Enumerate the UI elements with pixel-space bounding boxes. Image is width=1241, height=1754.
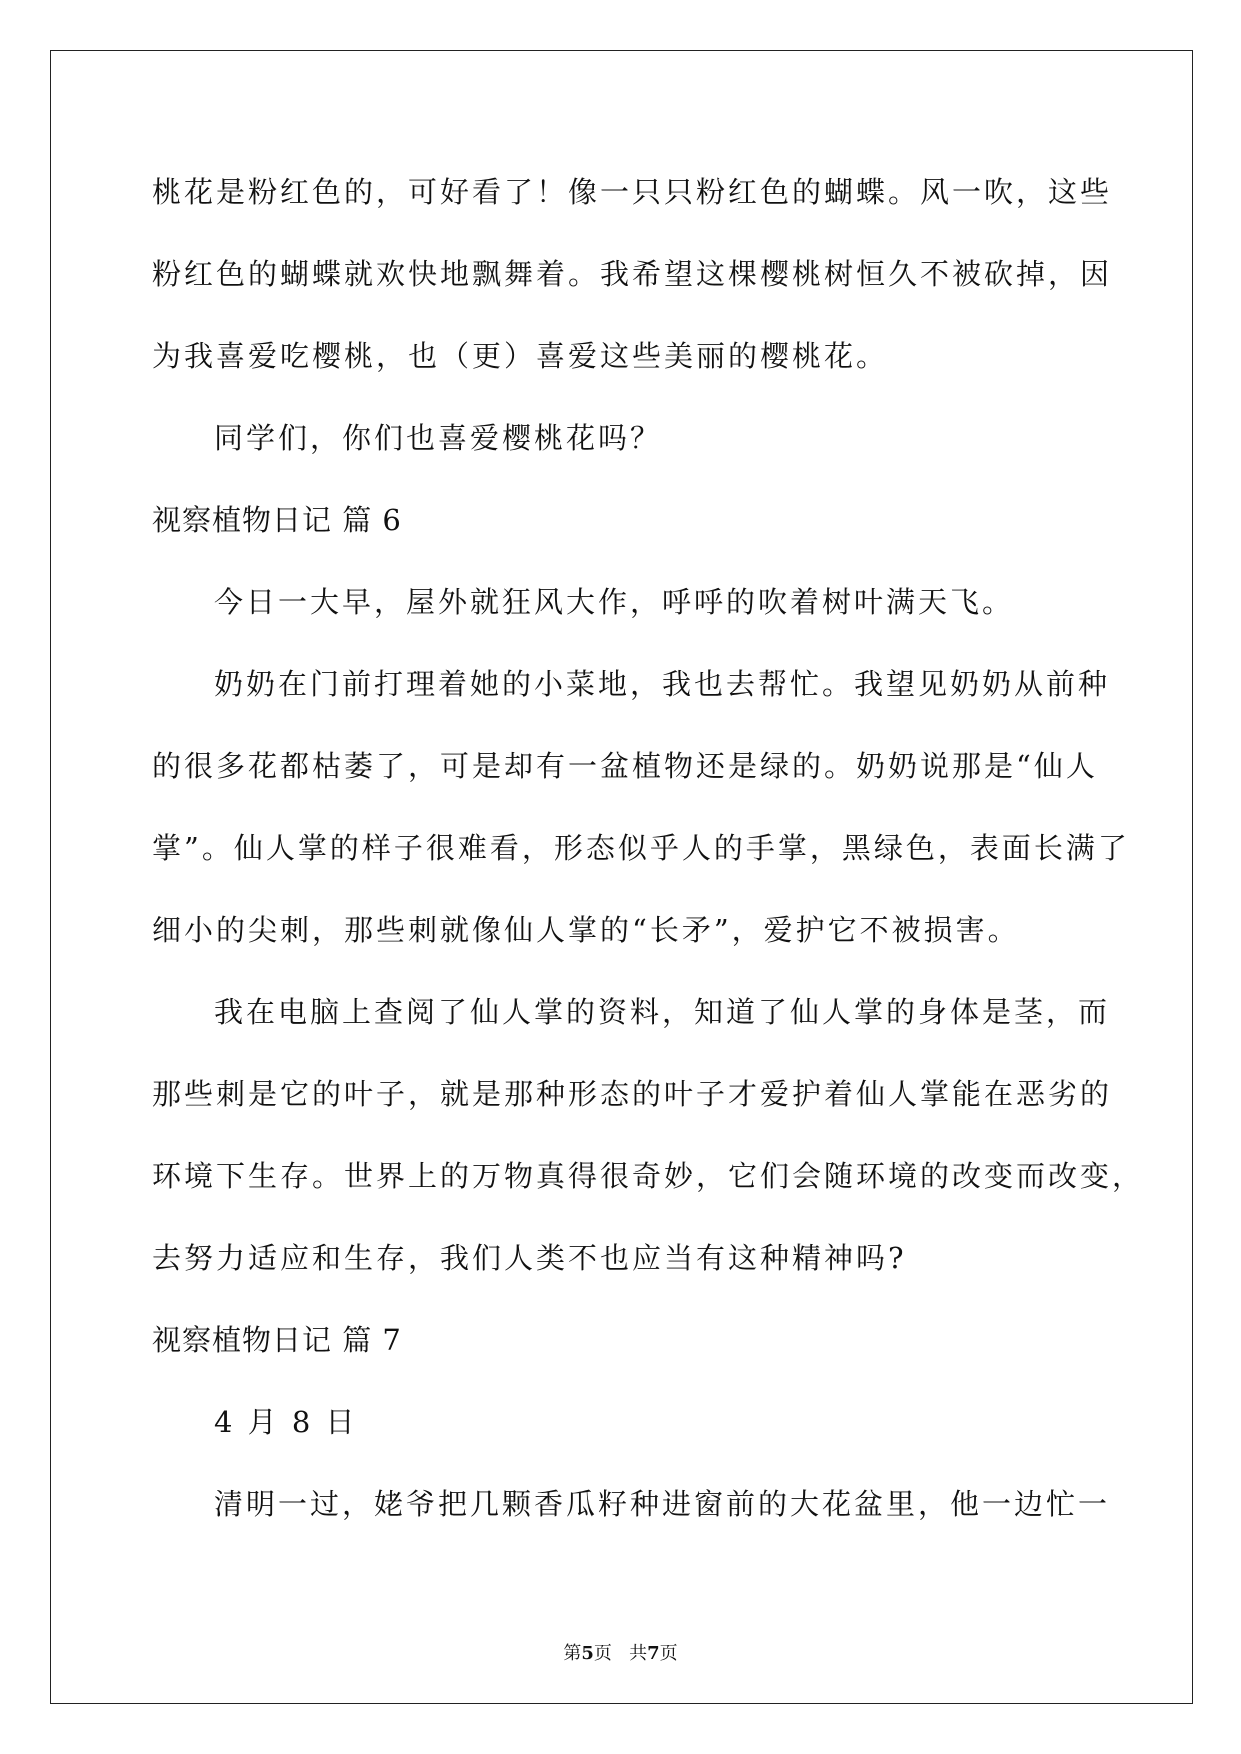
paragraph-line: 清明一过，姥爷把几颗香瓜籽种进窗前的大花盆里，他一边忙一 [214,1487,1111,1521]
date-line: 4 月 8 日 [214,1405,358,1439]
paragraph-line: 今日一大早，屋外就狂风大作，呼呼的吹着树叶满天飞。 [214,585,1015,619]
paragraph-line: 粉红色的蝴蝶就欢快地飘舞着。我希望这棵樱桃树恒久不被砍掉，因 [152,257,1113,291]
paragraph-line: 的很多花都枯萎了，可是却有一盆植物还是绿的。奶奶说那是“仙人 [152,749,1098,783]
page-footer [0,1642,1241,1666]
paragraph-line: 去努力适应和生存，我们人类不也应当有这种精神吗? [152,1241,907,1275]
paragraph-line: 奶奶在门前打理着她的小菜地，我也去帮忙。我望见奶奶从前种 [214,667,1111,701]
paragraph-line: 细小的尖刺，那些刺就像仙人掌的“长矛”，爱护它不被损害。 [152,913,1020,947]
paragraph-line: 为我喜爱吃樱桃，也（更）喜爱这些美丽的樱桃花。 [152,339,889,373]
section-heading: 视察植物日记 篇 7 [152,1323,402,1357]
paragraph-line: 掌”。仙人掌的样子很难看，形态似乎人的手掌，黑绿色，表面长满了 [152,831,1130,865]
paragraph-line: 环境下生存。世界上的万物真得很奇妙，它们会随环境的改变而改变， [152,1159,1145,1193]
paragraph-line: 同学们，你们也喜爱樱桃花吗？ [214,421,663,455]
page-border [50,50,1193,1704]
total-page-count: 7 [647,1643,660,1664]
paragraph-line: 我在电脑上查阅了仙人掌的资料，知道了仙人掌的身体是茎，而 [214,995,1111,1029]
paragraph-line: 那些刺是它的叶子，就是那种形态的叶子才爱护着仙人掌能在恶劣的 [152,1077,1113,1111]
paragraph-line: 桃花是粉红色的，可好看了！像一只只粉红色的蝴蝶。风一吹，这些 [152,175,1113,209]
footer-middle: 页 共 [593,1643,648,1664]
current-page-number: 5 [581,1643,594,1664]
section-heading: 视察植物日记 篇 6 [152,503,402,537]
footer-prefix: 第 [563,1643,582,1664]
footer-suffix: 页 [659,1643,678,1664]
